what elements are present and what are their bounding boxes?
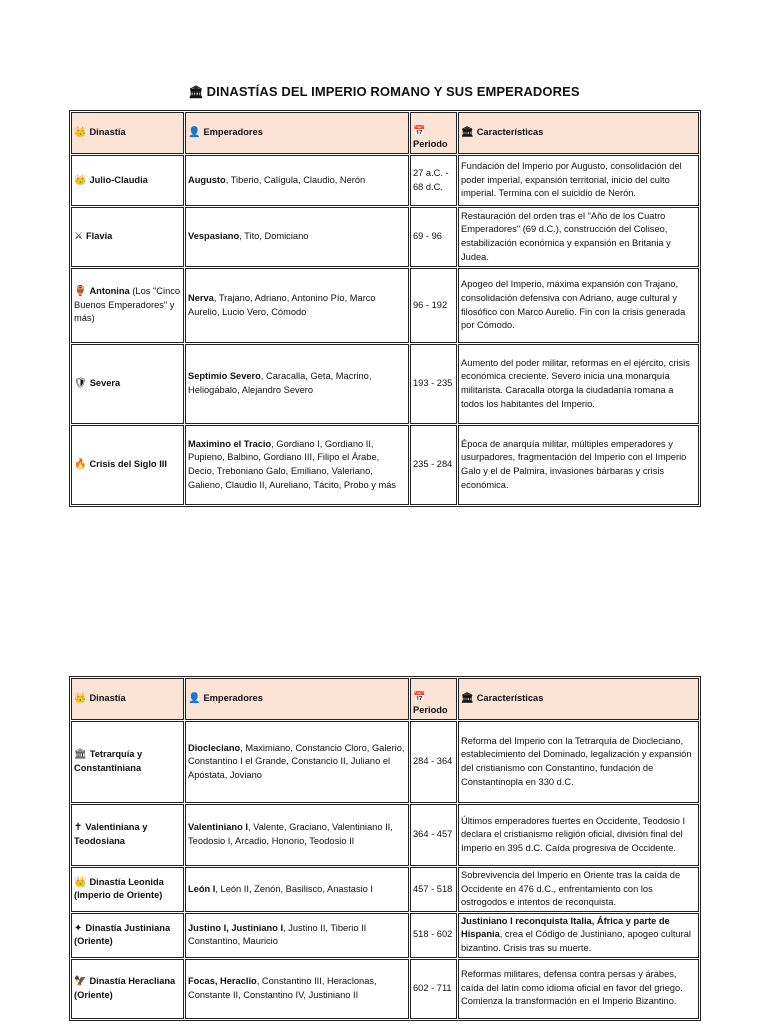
table-row: [71, 721, 699, 803]
emperors-lead: Nerva: [188, 292, 214, 303]
features-lead: Justiniano I reconquista Italia, África y parte de Hispania: [461, 915, 670, 940]
calendar-icon: 📅: [413, 691, 426, 703]
emperors-cell: [185, 867, 409, 912]
features-rest: Reformas militares, defensa contra persas y árabes, caída del latín como idioma oficial en favor del griego. Comienza la transformación en el Imperio Bizantino.: [461, 969, 683, 1007]
emperors-rest: , León II, Zenón, Basilisco, Anastasio I: [215, 883, 373, 894]
dynasty-icon: 🔥: [74, 459, 87, 471]
dynasty-name: Dinastía Heracliana (Oriente): [74, 975, 176, 1000]
dynasty-cell: [71, 425, 184, 505]
emperors-rest: , Tiberio, Calígula, Claudio, Nerón: [225, 174, 366, 185]
table-row: [71, 425, 699, 505]
person-icon: 👤: [188, 127, 201, 139]
emperors-cell: [185, 959, 409, 1019]
period-cell: 457 - 518: [410, 867, 457, 912]
dynasty-icon: 👑: [74, 876, 87, 888]
features-rest: , crea el Código de Justiniano, apogeo cultural bizantino. Crisis tras su muerte.: [461, 929, 691, 953]
features-rest: Últimos emperadores fuertes en Occidente, Teodosio I declara el cristianismo religión oficial, división final del Imperio en 395 d.C. Caída progresiva de Occidente.: [461, 815, 686, 853]
dynasty-name: Dinastía Justiniana (Oriente): [74, 922, 171, 947]
table-row: [71, 867, 699, 912]
dynasty-name: Crisis del Siglo III: [89, 459, 167, 470]
period-cell: 284 - 364: [410, 721, 457, 803]
features-cell: [458, 268, 699, 343]
dynasty-cell: [71, 721, 184, 803]
features-rest: Sobrevivencia del Imperio en Oriente tras la caída de Occidente en 476 d.C., enfrentamiento con los ostrogodos e intentos de reconquista.: [461, 870, 681, 908]
dynasty-cell: [71, 155, 184, 206]
emperors-lead: Augusto: [188, 174, 226, 185]
dynasty-name: Severa: [89, 378, 121, 389]
table-row: [71, 959, 699, 1019]
dynasty-cell: [71, 207, 184, 267]
page-title: 🏛 DINASTÍAS DEL IMPERIO ROMANO Y SUS EMPERADORES: [188, 84, 580, 99]
header-dinastia: 👑 Dinastía: [71, 112, 184, 154]
emperors-lead: Vespasiano: [188, 231, 240, 242]
features-cell: [458, 804, 699, 866]
features-cell: [458, 155, 699, 206]
calendar-icon: 📅: [413, 125, 426, 137]
table-row: [71, 155, 699, 206]
emperors-cell: [185, 268, 409, 343]
dynasty-cell: [71, 268, 184, 343]
dynasty-name: Antonina: [89, 286, 130, 297]
dynasty-cell: [71, 913, 184, 958]
dynasty-name: Dinastía Leonida (Imperio de Oriente): [74, 876, 164, 901]
emperors-cell: [185, 804, 409, 866]
dynasty-icon: 🛡: [74, 378, 87, 390]
emperors-rest: , Maximiano, Constancio Cloro, Galerio, Constantino I el Grande, Constancio II, Juliano el Apóstata, Joviano: [188, 742, 405, 780]
features-cell: [458, 344, 699, 424]
emperors-rest: , Constantino III, Heraclonas, Constante II, Constantino IV, Justiniano II: [188, 975, 377, 1000]
emperors-rest: , Caracalla, Geta, Macrino, Heliogábalo, Alejandro Severo: [188, 371, 372, 395]
crown-icon: 👑: [74, 693, 87, 705]
emperors-cell: [185, 913, 409, 958]
header-periodo: 📅 Periodo: [410, 678, 457, 720]
table-row: [71, 804, 699, 866]
emperors-lead: Septimio Severo: [188, 371, 261, 382]
crown-icon: 👑: [74, 127, 87, 139]
emperors-cell: [185, 155, 409, 206]
emperors-cell: [185, 425, 409, 505]
features-rest: Fundación del Imperio por Augusto, consolidación del poder imperial, expansión territorial, inicio del culto imperial. Termina con el suicidio de Nerón.: [461, 161, 682, 199]
header-emperadores: 👤 Emperadores: [185, 112, 409, 154]
header-dinastia: 👑 Dinastía: [71, 678, 184, 720]
features-rest: Época de anarquía militar, múltiples emperadores y usurpadores, fragmentación del Imperio con el Imperio Galo y el de Palmira, invasiones bárbaras y crisis económica.: [461, 438, 687, 490]
table-row: [71, 268, 699, 343]
features-rest: Aumento del poder militar, reformas en el ejército, crisis económica creciente. Severo inicia una monarquía militarista. Caracalla otorga la ciudadanía romana a todos los habitantes del Imperio.: [461, 357, 690, 409]
dynasty-cell: [71, 867, 184, 912]
header-periodo: 📅 Periodo: [410, 112, 457, 154]
header-caracteristicas: 🏛 Características: [458, 112, 699, 154]
period-cell: 69 - 96: [410, 207, 457, 267]
header-caracteristicas: 🏛 Características: [458, 678, 699, 720]
features-rest: Reforma del Imperio con la Tetrarquía de Diocleciano, establecimiento del Dominado, legalización y expansión del cristianismo con Constantino, fundación de Constantinopla en 330 d.C.: [461, 735, 692, 787]
emperors-lead: Focas, Heraclio: [188, 975, 257, 986]
table-body: [71, 155, 699, 505]
dynasties-table-1: [69, 110, 701, 507]
dynasty-icon: ⚔: [74, 231, 83, 243]
table-row: [71, 207, 699, 267]
emperors-lead: Diocleciano: [188, 742, 241, 753]
emperors-lead: Maximino el Tracio: [188, 438, 272, 449]
dynasty-extra: (Los "Cinco Buenos Emperadores" y más): [74, 286, 181, 324]
emperors-lead: León I: [188, 883, 216, 894]
table-header: [71, 678, 699, 720]
period-cell: 193 - 235: [410, 344, 457, 424]
features-cell: [458, 721, 699, 803]
period-cell: 602 - 711: [410, 959, 457, 1019]
temple-icon: 🏛: [461, 693, 474, 705]
temple-icon: 🏛: [188, 85, 204, 99]
dynasties-table-2: [69, 676, 701, 1021]
period-cell: 518 - 602: [410, 913, 457, 958]
emperors-rest: , Justino II, Tiberio II Constantino, Mauricio: [188, 922, 367, 947]
table-row: [71, 913, 699, 958]
period-cell: 96 - 192: [410, 268, 457, 343]
features-cell: [458, 867, 699, 912]
emperors-lead: Justino I, Justiniano I: [188, 922, 284, 933]
emperors-rest: , Valente, Graciano, Valentiniano II, Teodosio I, Arcadio, Honorio, Teodosio II: [188, 822, 393, 846]
emperors-cell: [185, 344, 409, 424]
features-cell: [458, 207, 699, 267]
features-rest: Restauración del orden tras el "Año de los Cuatro Emperadores" (69 d.C.), construcción del Coliseo, estabilización económica y expansión en Britania y Judea.: [461, 210, 671, 262]
emperors-cell: [185, 721, 409, 803]
emperors-rest: , Gordiano I, Gordiano II, Pupieno, Balbino, Gordiano III, Filipo el Árabe, Decio, Treboniano Galo, Emiliano, Valeriano, Galieno, Claudio II, Aureliano, Tácito, Probo y más: [188, 438, 397, 490]
person-icon: 👤: [188, 693, 201, 705]
header-emperadores: 👤 Emperadores: [185, 678, 409, 720]
dynasty-cell: [71, 804, 184, 866]
emperors-rest: , Trajano, Adriano, Antonino Pío, Marco Aurelio, Lucio Vero, Cómodo: [188, 292, 376, 317]
dynasty-icon: 🦅: [74, 975, 87, 987]
table-body: [71, 721, 699, 1019]
features-cell: [458, 959, 699, 1019]
dynasty-icon: 👑: [74, 174, 87, 186]
dynasty-name: Julio-Claudia: [89, 174, 148, 185]
period-cell: 27 a.C. - 68 d.C.: [410, 155, 457, 206]
emperors-rest: , Tito, Domiciano: [239, 231, 309, 242]
table-row: [71, 344, 699, 424]
dynasty-icon: ✦: [74, 922, 83, 934]
table-header: [71, 112, 699, 154]
dynasty-cell: [71, 344, 184, 424]
dynasty-icon: ✝: [74, 822, 83, 834]
dynasty-cell: [71, 959, 184, 1019]
period-cell: 235 - 284: [410, 425, 457, 505]
dynasty-name: Flavia: [85, 231, 113, 242]
features-rest: Apogeo del Imperio, máxima expansión con Trajano, consolidación defensiva con Adriano, auge cultural y filosófico con Marco Aurelio. Fin con la crisis generada por Cómodo.: [461, 279, 686, 331]
dynasty-name: Valentiniana y Teodosiana: [74, 822, 148, 846]
dynasty-icon: 🏛: [74, 749, 87, 761]
features-cell: [458, 425, 699, 505]
emperors-lead: Valentiniano I: [188, 822, 248, 833]
dynasty-icon: 🏺: [74, 286, 87, 298]
period-cell: 364 - 457: [410, 804, 457, 866]
emperors-cell: [185, 207, 409, 267]
dynasty-name: Tetrarquía y Constantiniana: [74, 749, 143, 773]
features-cell: [458, 913, 699, 958]
temple-icon: 🏛: [461, 127, 474, 139]
